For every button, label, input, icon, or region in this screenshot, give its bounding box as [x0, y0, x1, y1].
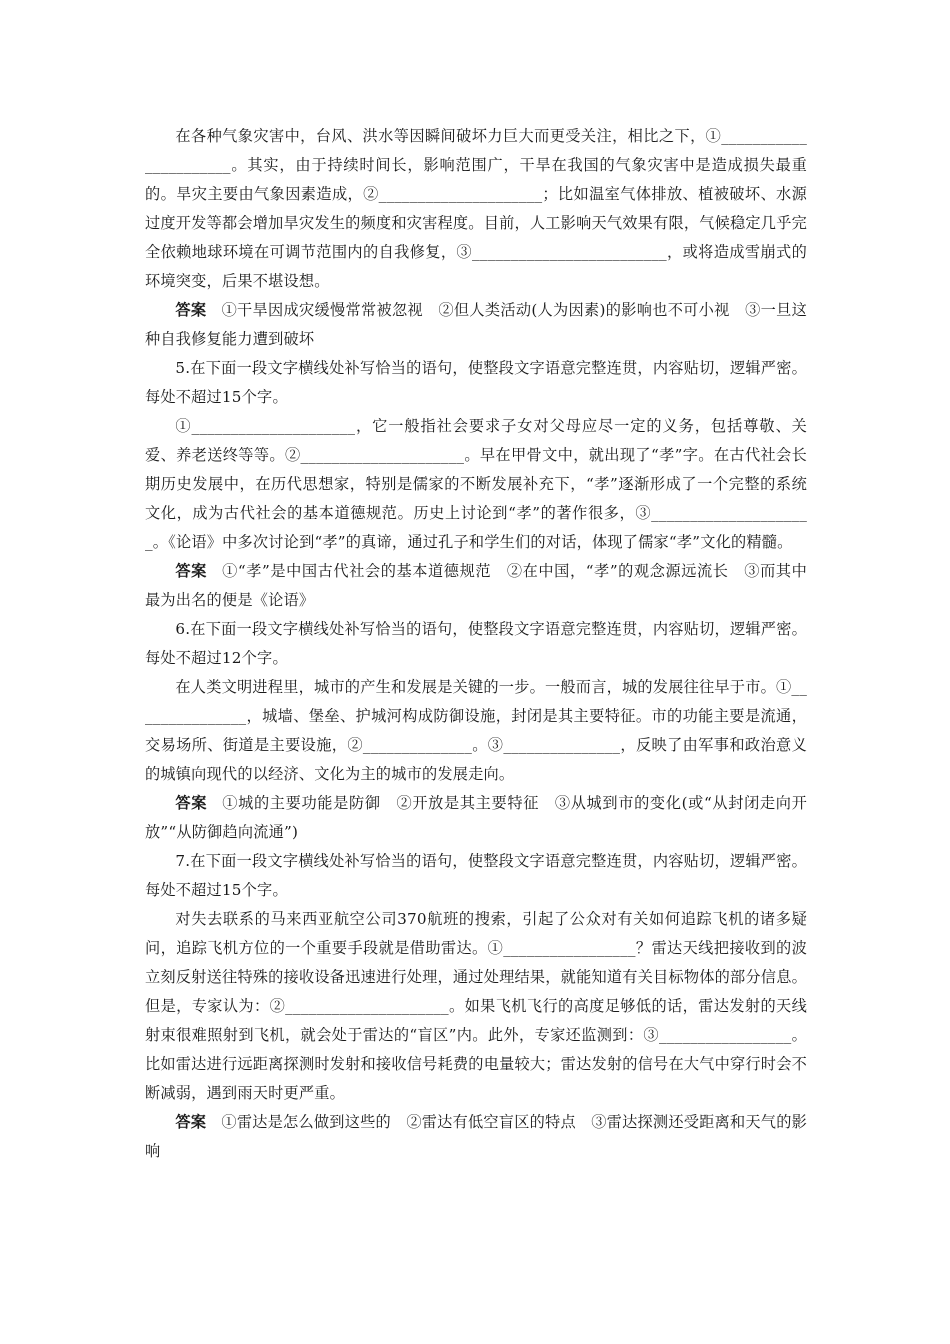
answer-5-text: ①“孝”是中国古代社会的基本道德规范 ②在中国，“孝”的观念源远流长 ③而其中最为出名的便是《论语》: [145, 562, 808, 609]
document-page: [145, 122, 807, 1166]
question-6-prompt: 6.在下面一段文字横线处补写恰当的语句，使整段文字语意完整连贯，内容贴切，逻辑严密。每处不超过12个字。: [145, 620, 807, 667]
answer-6-text: ①城的主要功能是防御 ②开放是其主要特征 ③从城到市的变化(或“从封闭走向开放”“从防御趋向流通”): [145, 794, 807, 841]
answer-label: 答案: [175, 1113, 207, 1131]
intro-paragraph: 在各种气象灾害中，台风、洪水等因瞬间破坏力巨大而更受关注，相比之下，①______________________。其实，由于持续时间长，影响范围广，干旱在我国的气象灾害中是造成损失最重的。旱灾主要由气象因素造成，②_____________________；比如温室气体排放、植被破坏、水源过度开发等都会增加旱灾发生的频度和灾害程度。目前，人工影响天气效果有限，气候稳定几乎完全依赖地球环境在可调节范围内的自我修复，③_________________________，或将造成雪崩式的环境突变，后果不堪设想。: [145, 127, 807, 290]
question-5-prompt: 5.在下面一段文字横线处补写恰当的语句，使整段文字语意完整连贯，内容贴切，逻辑严密。每处不超过15个字。: [145, 359, 807, 406]
answer-label: 答案: [175, 562, 207, 580]
answer-label: 答案: [175, 301, 207, 319]
answer-5: [145, 557, 807, 615]
question-6-passage: 在人类文明进程里，城市的产生和发展是关键的一步。一般而言，城的发展往往早于市。①_______________，城墙、堡垒、护城河构成防御设施，封闭是其主要特征。市的功能主要是流通，交易场所、街道是主要设施，②______________。③_______________，反映了由军事和政治意义的城镇向现代的以经济、文化为主的城市的发展走向。: [145, 678, 807, 783]
answer-4-text: ①干旱因成灾缓慢常常被忽视 ②但人类活动(人为因素)的影响也不可小视 ③一旦这种自我修复能力遭到破坏: [145, 301, 807, 348]
question-5-passage: ①_____________________，它一般指社会要求子女对父母应尽一定的义务，包括尊敬、关爱、养老送终等等。②_____________________。早在甲骨文中，就出现了“孝”字。在古代社会长期历史发展中，在历代思想家，特别是儒家的不断发展补充下，“孝”逐渐形成了一个完整的系统文化，成为古代社会的基本道德规范。历史上讨论到“孝”的著作很多，③_____________________。《论语》中多次讨论到“孝”的真谛，通过孔子和学生们的对话，体现了儒家“孝”文化的精髓。: [145, 417, 807, 551]
answer-7-text: ①雷达是怎么做到这些的 ②雷达有低空盲区的特点 ③雷达探测还受距离和天气的影响: [145, 1113, 807, 1160]
answer-4: [145, 296, 807, 354]
answer-7: [145, 1108, 807, 1166]
question-7-passage: 对失去联系的马来西亚航空公司370航班的搜索，引起了公众对有关如何追踪飞机的诸多疑问，追踪飞机方位的一个重要手段就是借助雷达。①_________________？雷达天线把接收到的波立刻反射送往特殊的接收设备迅速进行处理，通过处理结果，就能知道有关目标物体的部分信息。但是，专家认为：②_____________________。如果飞机飞行的高度足够低的话，雷达发射的天线射束很难照射到飞机，就会处于雷达的“盲区”内。此外，专家还监测到：③_________________。比如雷达进行远距离探测时发射和接收信号耗费的电量较大；雷达发射的信号在大气中穿行时会不断减弱，遇到雨天时更严重。: [145, 910, 807, 1102]
question-7-prompt: 7.在下面一段文字横线处补写恰当的语句，使整段文字语意完整连贯，内容贴切，逻辑严密。每处不超过15个字。: [145, 852, 807, 899]
answer-6: [145, 789, 807, 847]
answer-label: 答案: [175, 794, 208, 812]
